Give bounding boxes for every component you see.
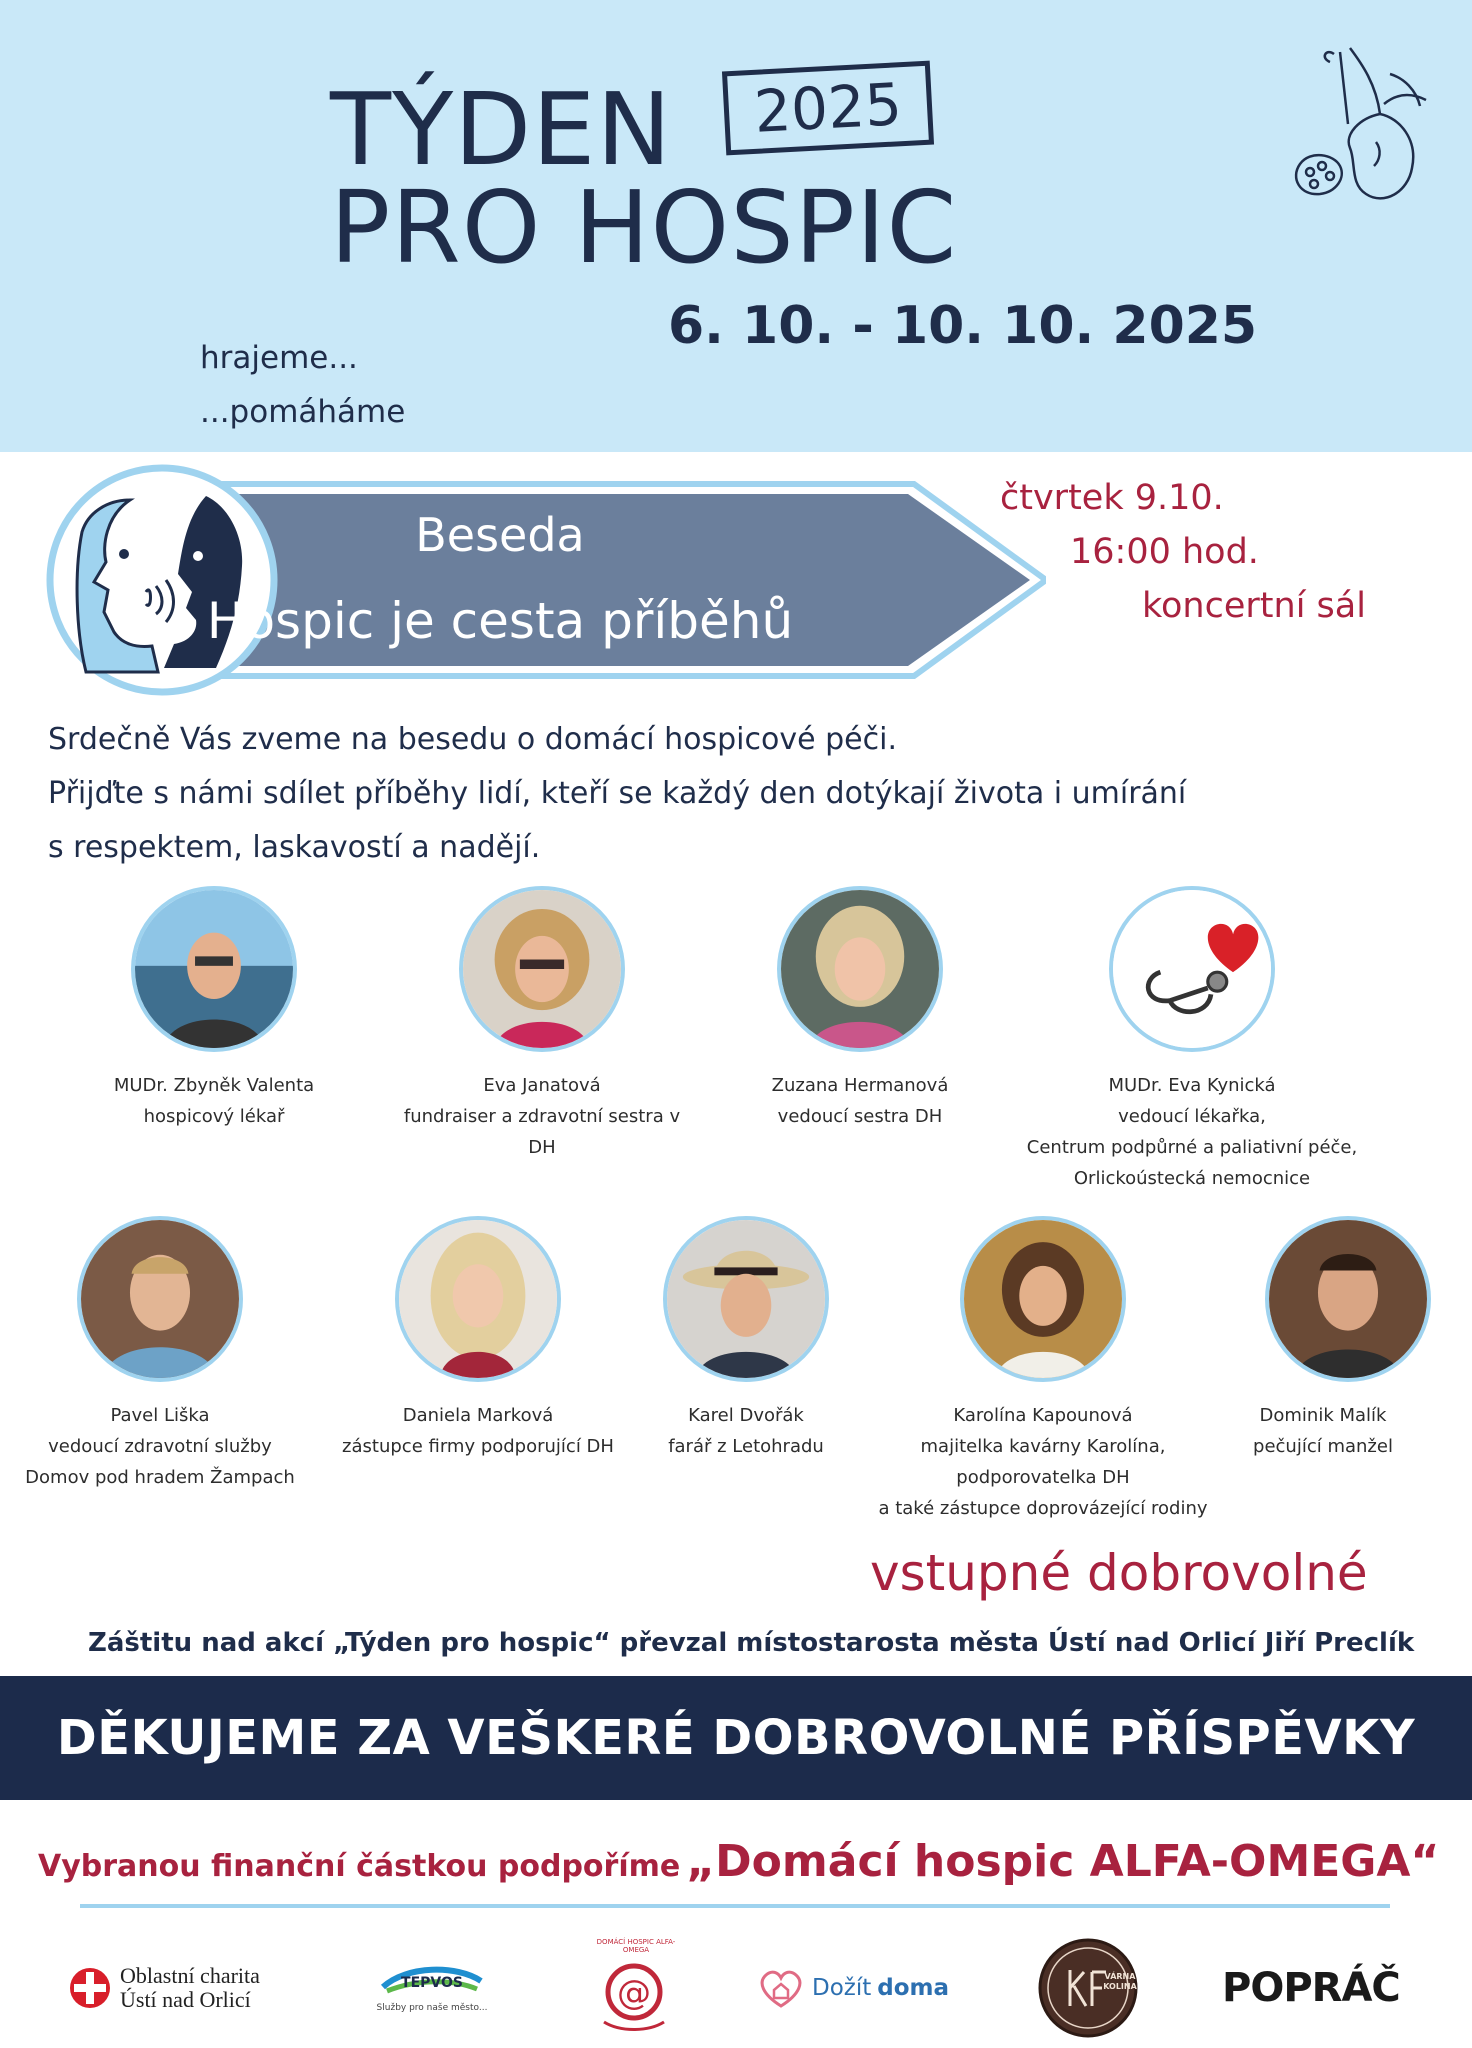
speaker-photo xyxy=(777,886,943,1052)
speaker-card xyxy=(328,1216,628,1462)
speaker-role: pečující manžel xyxy=(1253,1436,1393,1457)
speaker-card xyxy=(878,1216,1208,1524)
tepvos-tagline: Služby pro naše město... xyxy=(376,2003,488,2013)
charita-name-1: Oblastní charita xyxy=(120,1963,260,1988)
speaker-role: Domov pod hradem Žampach xyxy=(25,1467,295,1488)
speaker-role: podporovatelka DH xyxy=(956,1467,1130,1488)
doma-word: doma xyxy=(877,1975,950,2001)
speaker-card xyxy=(10,1216,310,1493)
support-lead: Vybranou finanční částkou podpoříme xyxy=(38,1849,681,1884)
tepvos-name: TEPVOS xyxy=(401,1975,463,1991)
thanks-text: DĚKUJEME ZA VEŠKERÉ DOBROVOLNÉ PŘÍSPĚVKY xyxy=(56,1710,1416,1766)
event-banner xyxy=(46,462,1046,702)
event-dates: 6. 10. - 10. 10. 2025 xyxy=(668,296,1258,356)
heart-house-icon xyxy=(756,1966,806,2010)
partner-dozit-doma-logo xyxy=(756,1938,966,2038)
speaker-name: Pavel Liška xyxy=(110,1405,210,1426)
heart-stethoscope-icon xyxy=(1113,890,1271,1048)
support-line xyxy=(38,1836,1439,1887)
intro-line-2: Přijďte s námi sdílet příběhy lidí, kteří se každý den dotýkají života i umírání xyxy=(48,776,1187,811)
speaker-name: MUDr. Zbyněk Valenta xyxy=(113,1075,315,1096)
speaker-photo xyxy=(1109,886,1275,1052)
speaker-name: Daniela Marková xyxy=(402,1405,554,1426)
speaker-card xyxy=(392,886,692,1163)
speaker-photo xyxy=(663,1216,829,1382)
speaker-name: Karolína Kapounová xyxy=(953,1405,1133,1426)
alfa-omega-at-icon xyxy=(586,1940,682,2036)
partner-varna-logo xyxy=(1036,1938,1146,2038)
partner-hospic-logo xyxy=(586,1938,686,2038)
year-badge: 2025 xyxy=(722,61,934,156)
speaker-role: vedoucí sestra DH xyxy=(777,1106,943,1127)
header-section xyxy=(0,0,1472,452)
speaker-role: fundraiser a zdravotní sestra v DH xyxy=(403,1106,681,1158)
speaker-card xyxy=(596,1216,896,1462)
speaker-role: majitelka kavárny Karolína, xyxy=(920,1436,1166,1457)
dozit-word: Dožít xyxy=(812,1975,872,2001)
partner-charita-logo xyxy=(68,1938,298,2038)
speaker-card xyxy=(1191,1216,1472,1462)
event-time: 16:00 hod. xyxy=(1070,532,1259,572)
patronage-note: Záštitu nad akcí „Týden pro hospic“ převzal místostarosta města Ústí nad Orlicí Jiří Preclík xyxy=(88,1628,1415,1658)
speaker-role: farář z Letohradu xyxy=(668,1436,824,1457)
speaker-photo xyxy=(459,886,625,1052)
partner-poprac-logo xyxy=(1222,1938,1422,2038)
speaker-role: a také zástupce doprovázející rodiny xyxy=(878,1498,1208,1519)
title-line-2: PRO HOSPIC xyxy=(330,169,958,286)
speaker-photo xyxy=(395,1216,561,1382)
speaker-name: MUDr. Eva Kynická xyxy=(1108,1075,1276,1096)
speaker-name: Eva Janatová xyxy=(483,1075,601,1096)
speaker-role: Orlickoústecká nemocnice xyxy=(1073,1168,1311,1189)
speaker-photo xyxy=(960,1216,1126,1382)
speaker-role: Centrum podpůrné a paliativní péče, xyxy=(1026,1137,1358,1158)
speaker-role: hospicový lékař xyxy=(143,1106,285,1127)
support-recipient: „Domácí hospic ALFA-OMEGA“ xyxy=(686,1836,1440,1887)
svg-text:@: @ xyxy=(617,1973,651,2013)
violin-palette-icon xyxy=(1280,44,1440,224)
charita-cross-icon xyxy=(68,1966,112,2010)
speaker-role: vedoucí lékařka, xyxy=(1118,1106,1266,1127)
poprac-wordmark: POPRÁČ xyxy=(1222,1965,1400,2011)
speaker-card xyxy=(64,886,364,1132)
banner-title: Beseda xyxy=(415,508,585,562)
hospic-ring-text: DOMÁCÍ HOSPIC ALFA-OMEGA xyxy=(596,1938,676,1954)
speaker-name: Karel Dvořák xyxy=(688,1405,804,1426)
speaker-role: vedoucí zdravotní služby xyxy=(48,1436,272,1457)
motto-line-2: ...pomáháme xyxy=(200,394,406,430)
speaker-card xyxy=(710,886,1010,1132)
speaker-photo xyxy=(77,1216,243,1382)
speaker-name: Zuzana Hermanová xyxy=(771,1075,949,1096)
motto-line-1: hrajeme... xyxy=(200,340,358,376)
varna-text: VÁRNA KOLINA xyxy=(1103,1972,1137,1991)
speaker-photo xyxy=(1265,1216,1431,1382)
partner-tepvos-logo xyxy=(372,1938,492,2038)
intro-line-1: Srdečně Vás zveme na besedu o domácí hospicové péči. xyxy=(48,722,897,757)
speaker-name: Dominik Malík xyxy=(1259,1405,1387,1426)
banner-subtitle: Hospic je cesta příběhů xyxy=(206,592,794,650)
event-place: koncertní sál xyxy=(1142,586,1366,626)
speaker-photo xyxy=(131,886,297,1052)
admission-note: vstupné dobrovolné xyxy=(870,1544,1368,1602)
title-line-1: TÝDEN xyxy=(330,71,673,188)
thanks-banner xyxy=(0,1676,1472,1800)
intro-line-3: s respektem, laskavostí a nadějí. xyxy=(48,830,541,865)
speaker-role: zástupce firmy podporující DH xyxy=(342,1436,614,1457)
event-day: čtvrtek 9.10. xyxy=(1000,478,1224,518)
speaker-card xyxy=(1026,886,1358,1194)
footer-divider xyxy=(80,1904,1390,1908)
charita-name-2: Ústí nad Orlicí xyxy=(120,1987,251,2012)
